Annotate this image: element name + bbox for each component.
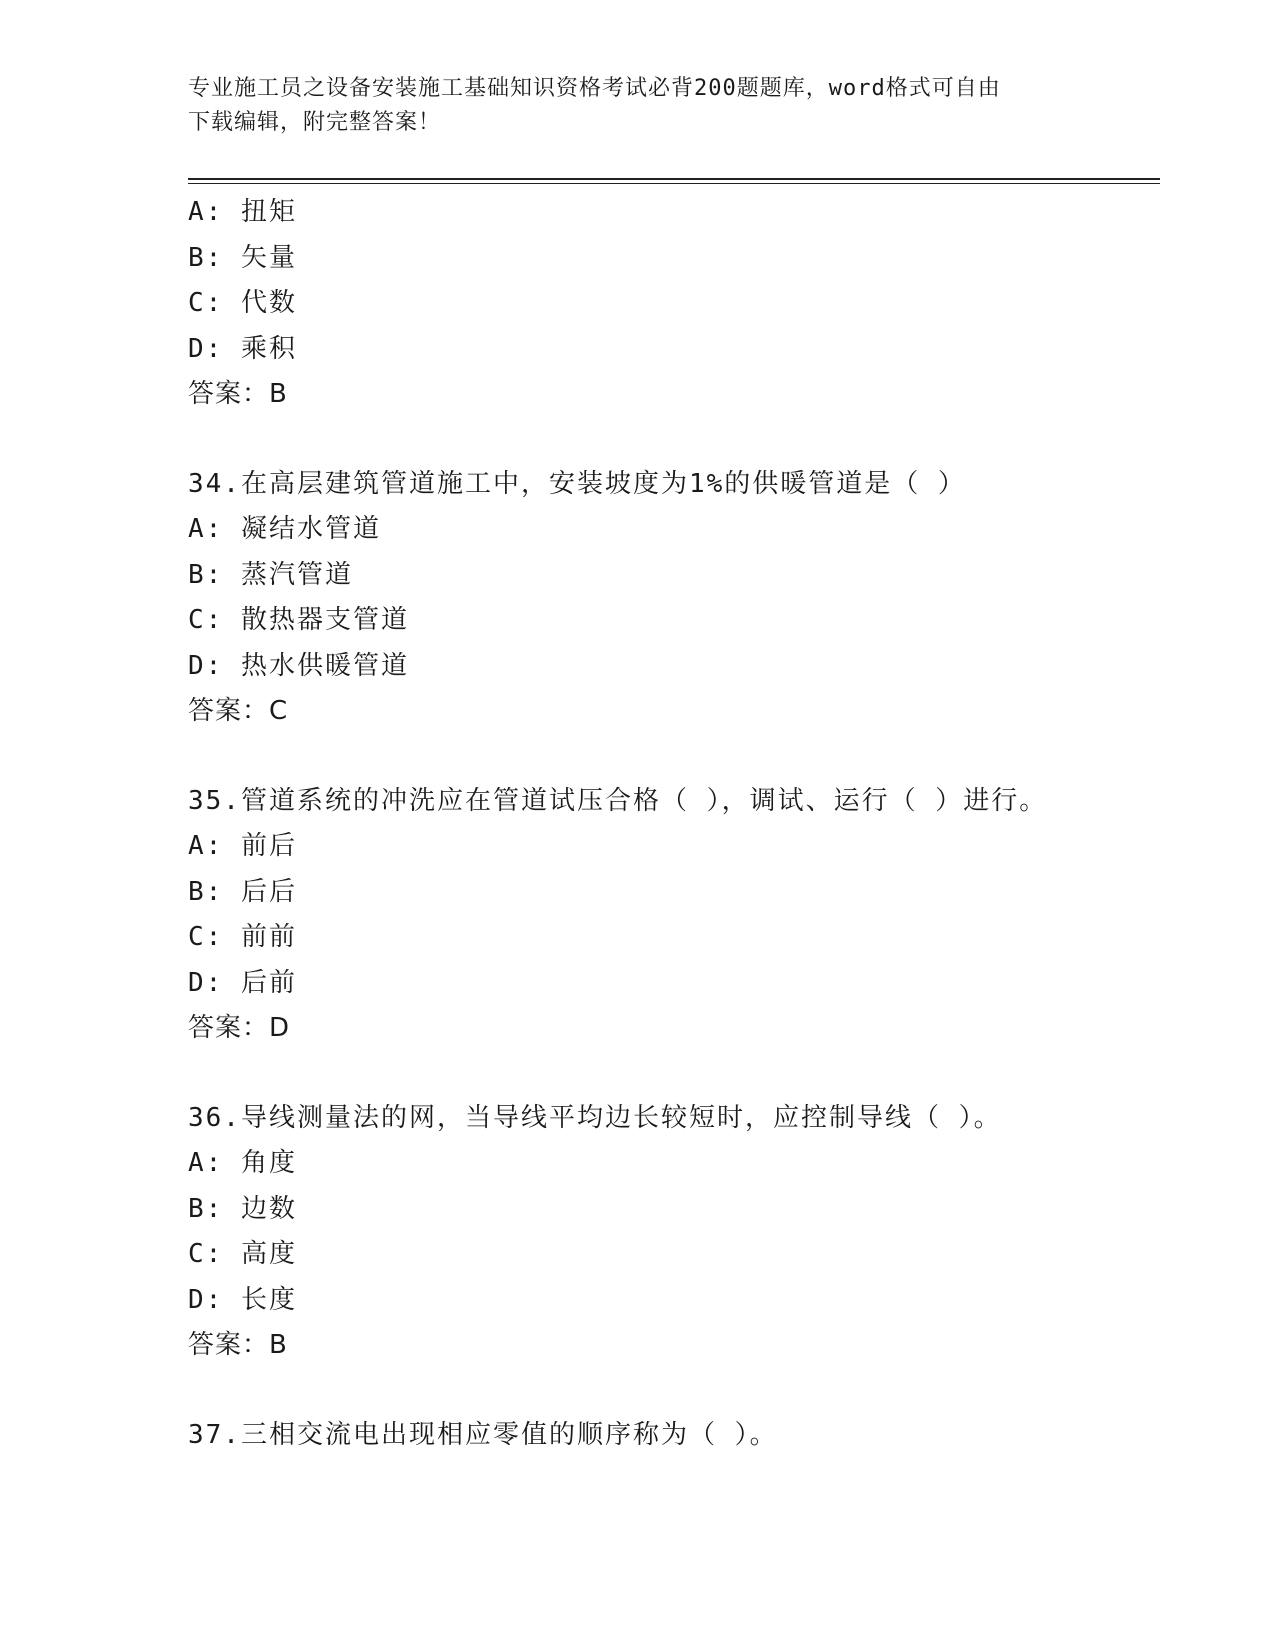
option-a: A: 凝结水管道 (188, 514, 381, 544)
answer: 答案：D (188, 1013, 291, 1043)
answer: 答案：B (188, 1330, 288, 1360)
answer: 答案：B (188, 379, 288, 409)
question-34 (188, 462, 1160, 735)
option-c: C: 前前 (188, 922, 297, 952)
answer: 答案：C (188, 696, 289, 726)
option-b: B: 后后 (188, 876, 297, 907)
option-d: D: 长度 (188, 1284, 297, 1315)
option-c: C: 代数 (188, 288, 297, 318)
question-text: 36.导线测量法的网，当导线平均边长较短时，应控制导线（ ）。 (188, 1102, 1002, 1133)
option-c: C: 散热器支管道 (188, 605, 409, 635)
option-a: A: 扭矩 (188, 197, 297, 227)
question-text: 34.在高层建筑管道施工中，安装坡度为1%的供暖管道是（ ） (188, 468, 966, 499)
option-d: D: 乘积 (188, 333, 297, 364)
option-b: B: 蒸汽管道 (188, 559, 353, 590)
question-37 (188, 1413, 1160, 1459)
header-line-2: 下载编辑，附完整答案！ (188, 110, 442, 135)
header-divider (188, 178, 1160, 184)
option-d: D: 热水供暖管道 (188, 650, 409, 681)
question-text: 35.管道系统的冲洗应在管道试压合格（ ），调试、运行（ ）进行。 (188, 785, 1048, 816)
option-b: B: 边数 (188, 1193, 297, 1224)
question-35 (188, 779, 1160, 1052)
question-36 (188, 1096, 1160, 1369)
option-a: A: 前后 (188, 831, 297, 861)
question-list (188, 190, 1160, 1458)
question-33 (188, 190, 1160, 418)
document-header (188, 72, 1088, 140)
header-line-1: 专业施工员之设备安装施工基础知识资格考试必背200题题库，word格式可自由 (188, 76, 1001, 101)
option-c: C: 高度 (188, 1239, 297, 1269)
option-b: B: 矢量 (188, 242, 297, 273)
question-text: 37.三相交流电出现相应零值的顺序称为（ ）。 (188, 1419, 778, 1450)
option-a: A: 角度 (188, 1148, 297, 1178)
option-d: D: 后前 (188, 967, 297, 998)
